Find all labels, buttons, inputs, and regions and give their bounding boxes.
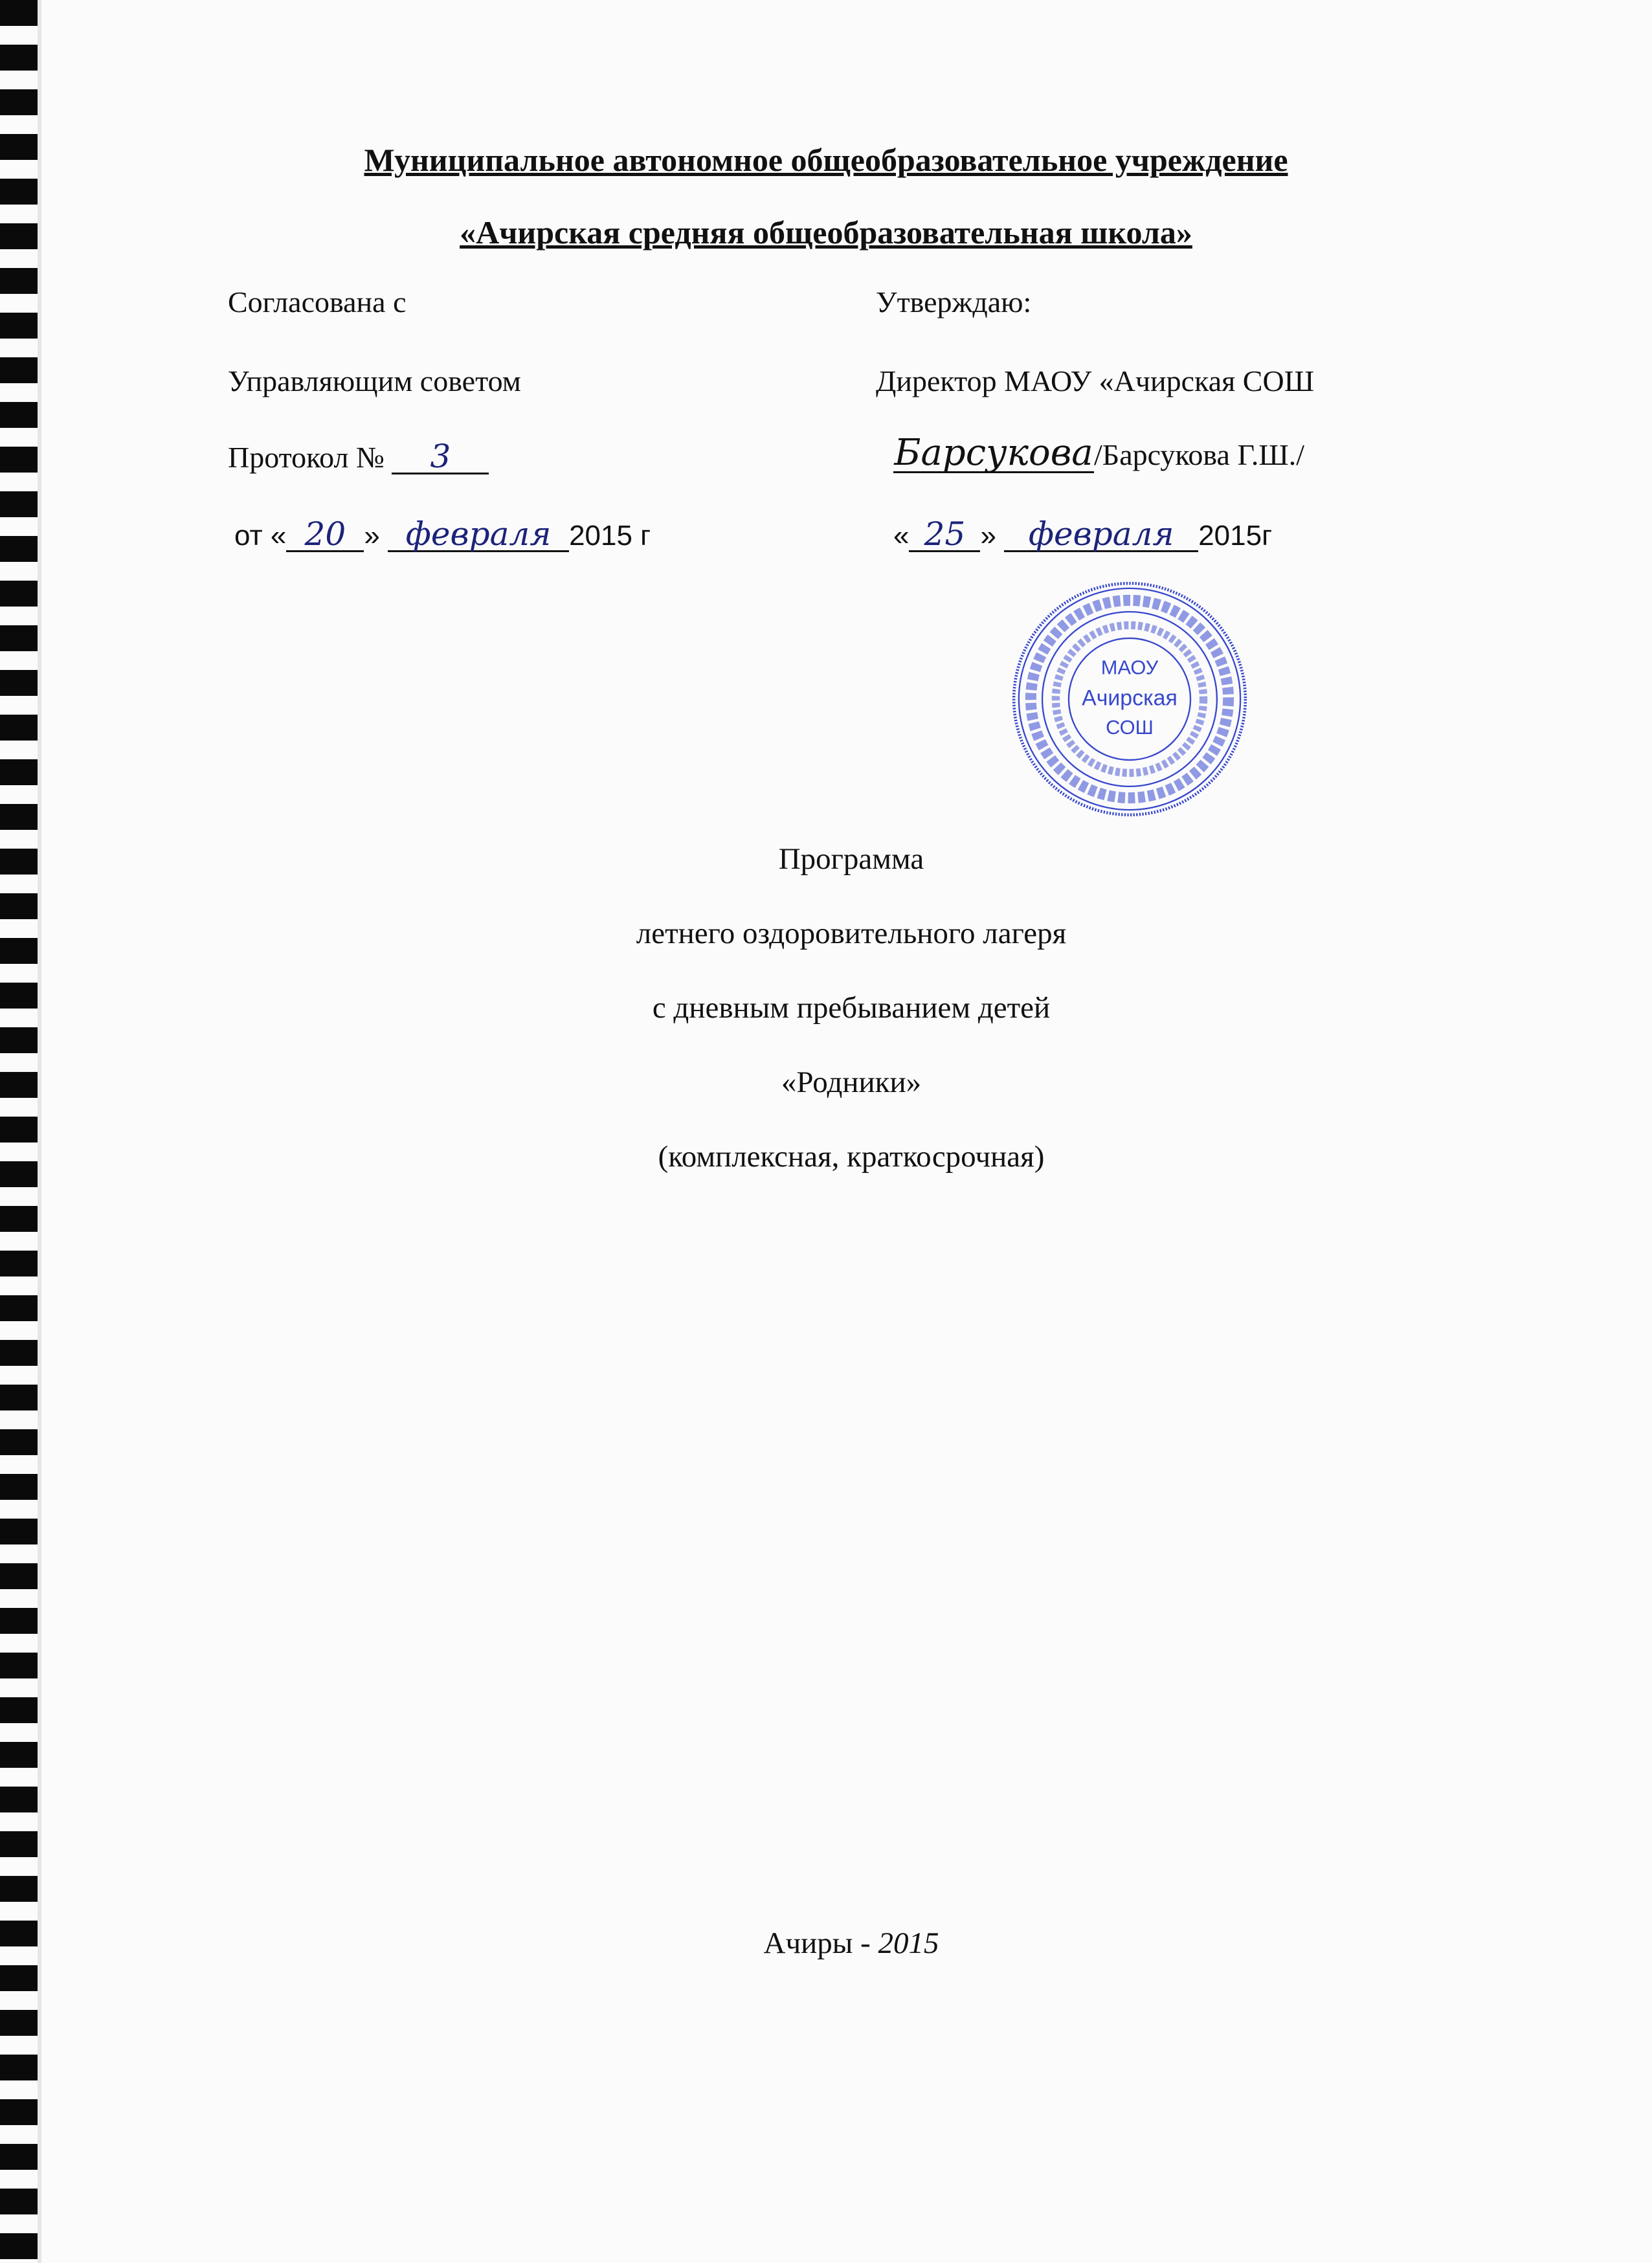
agreed-year: 2015 г <box>569 520 651 552</box>
agreed-line1: Согласована с <box>228 285 407 318</box>
director-signature-line <box>893 432 1305 474</box>
seal-center-1: МАОУ <box>1100 656 1159 679</box>
seal-center-3: СОШ <box>1106 715 1154 739</box>
binding-edge <box>38 0 41 2263</box>
program-type: (комплексная, краткосрочная) <box>658 1140 1045 1174</box>
agreed-date <box>234 515 651 553</box>
agreed-line2: Управляющим советом <box>228 364 521 397</box>
program-subtitle-1: летнего оздоровительного лагеря <box>636 917 1067 950</box>
program-name: «Родники» <box>781 1065 922 1099</box>
program-title: Программа <box>778 842 924 876</box>
protocol-number: 3 <box>392 440 489 474</box>
school-name: «Ачирская средняя общеобразовательная школа» <box>460 214 1192 251</box>
school-seal <box>1010 579 1249 819</box>
date-close: » <box>980 520 996 552</box>
director-signature: Барсукова <box>894 432 1093 474</box>
footer-place-year <box>0 1926 1652 1961</box>
approved-month: февраля <box>1004 518 1198 552</box>
program-subtitle-2: с дневным пребыванием детей <box>652 991 1051 1025</box>
date-open: « <box>893 520 910 552</box>
date-prefix: от « <box>234 520 287 552</box>
binding-holes <box>0 0 38 2263</box>
footer-year: 2015 <box>878 1926 939 1960</box>
approved-day: 25 <box>909 518 980 552</box>
date-mid: » <box>364 520 380 552</box>
agreed-month: февраля <box>388 518 569 552</box>
footer-place: Ачиры - <box>763 1926 871 1960</box>
institution-name: Муниципальное автономное общеобразовательное учреждение <box>364 142 1288 178</box>
approved-line2: Директор МАОУ «Ачирская СОШ <box>876 364 1315 397</box>
protocol-label: Протокол № <box>228 441 385 474</box>
director-name: /Барсукова Г.Ш./ <box>1094 438 1305 471</box>
approved-date <box>893 515 1273 553</box>
approved-year: 2015г <box>1198 520 1273 552</box>
approved-line1: Утверждаю: <box>876 285 1032 318</box>
agreed-day: 20 <box>286 518 364 552</box>
protocol-line <box>228 440 489 474</box>
seal-center-2: Ачирская <box>1082 686 1178 711</box>
